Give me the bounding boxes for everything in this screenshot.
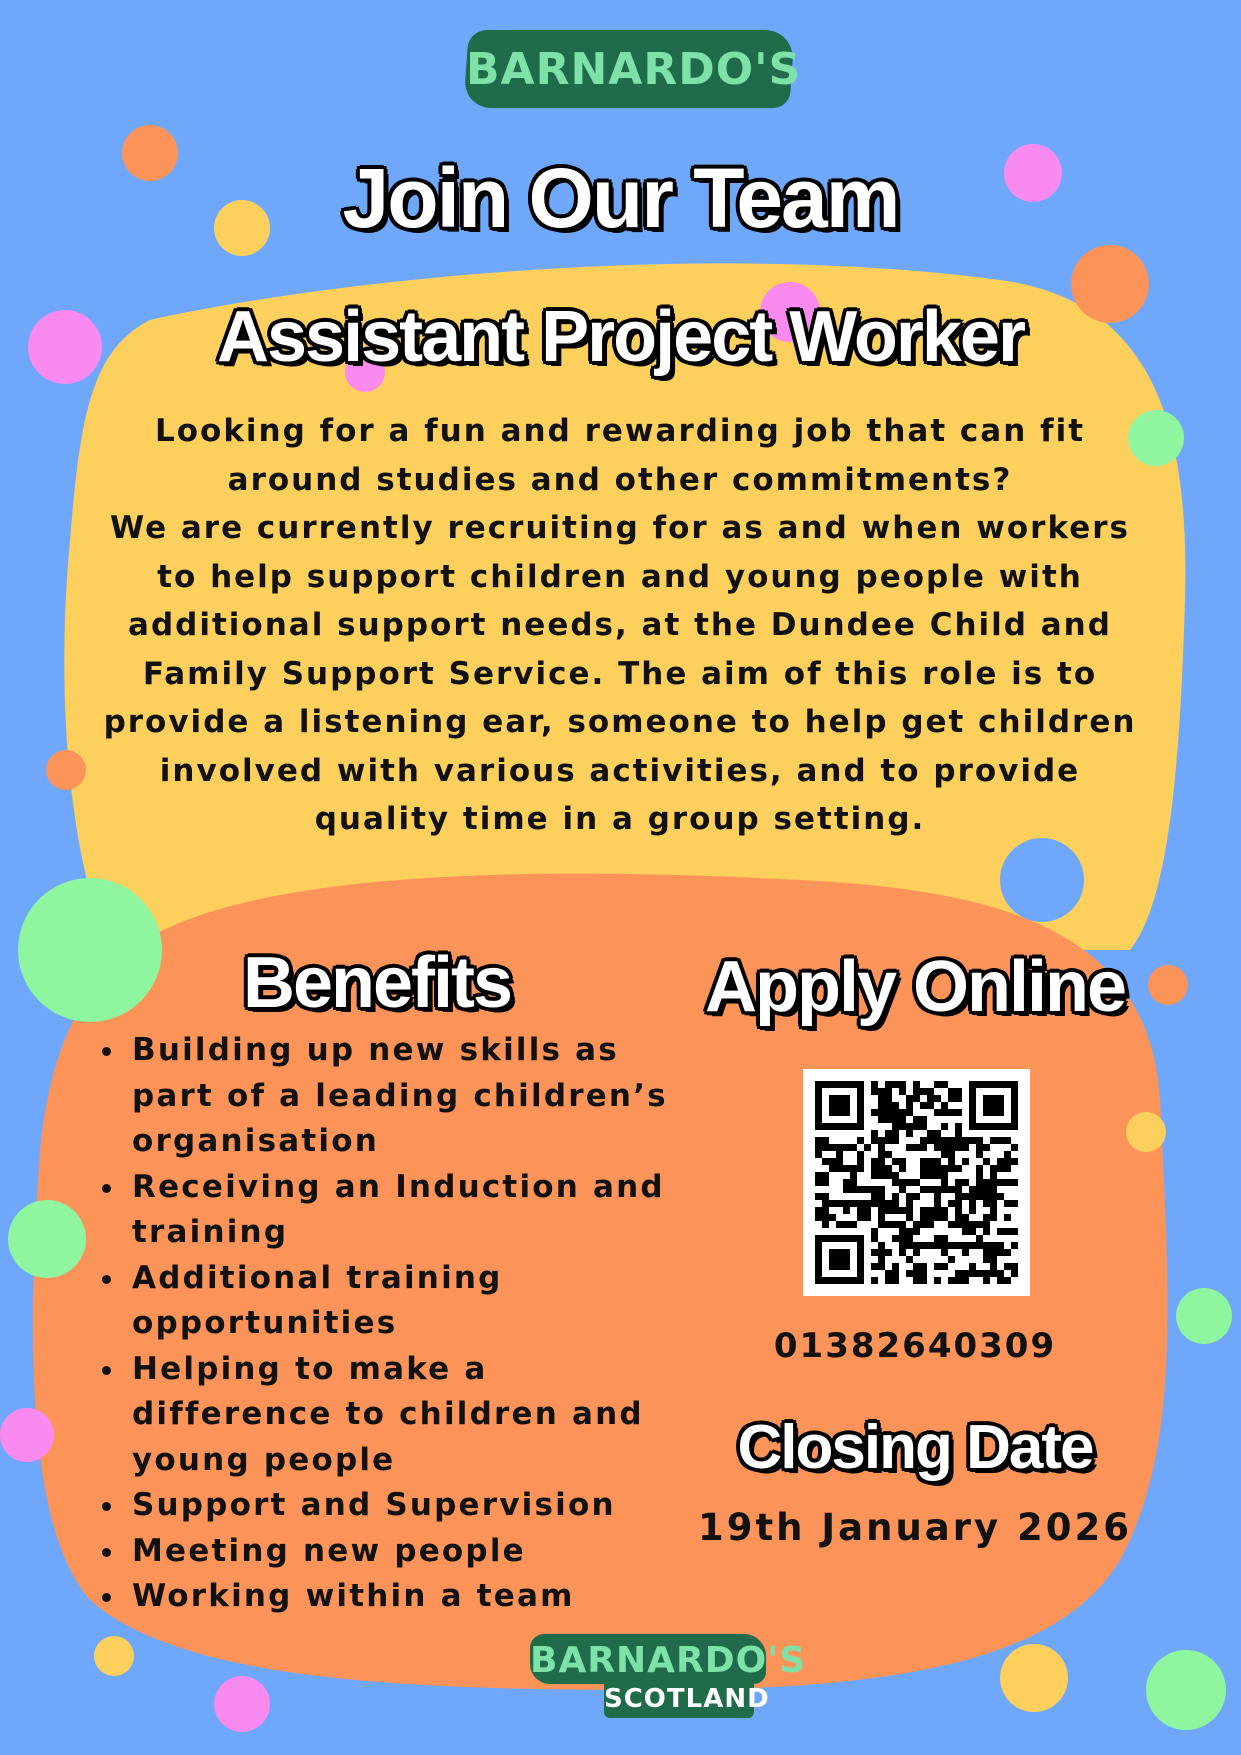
- logo-text: BARNARDO'S: [466, 44, 802, 95]
- list-item: Helping to make a difference to children and young people: [132, 1347, 692, 1484]
- list-item: Building up new skills as part of a leading children’s organisation: [132, 1028, 692, 1165]
- list-item: Working within a team: [132, 1574, 692, 1620]
- closing-date-heading: Closing Date: [737, 1413, 1093, 1482]
- intro-line: around studies and other commitments?: [227, 461, 1013, 498]
- intro-line: We are currently recruiting for as and when workers: [109, 510, 1131, 546]
- apply-heading: Apply Online: [704, 947, 1126, 1027]
- decorative-dot: [18, 878, 162, 1022]
- intro-line: quality time in a group setting.: [314, 801, 926, 837]
- decorative-dot: [214, 1676, 270, 1732]
- barnardos-logo-top: [466, 30, 802, 108]
- intro-line: Family Support Service. The aim of this role is to: [142, 655, 1098, 692]
- decorative-dot: [1176, 1288, 1232, 1344]
- decorative-dot: [8, 1200, 86, 1278]
- phone-number: 01382640309: [773, 1326, 1057, 1366]
- decorative-dot: [1000, 1644, 1068, 1712]
- decorative-dot: [0, 1408, 54, 1462]
- barnardos-scotland-logo: [530, 1630, 807, 1722]
- intro-line: additional support needs, at the Dundee Child and: [128, 607, 1112, 643]
- closing-date: 19th January 2026: [697, 1506, 1132, 1549]
- decorative-dot: [1146, 1650, 1226, 1730]
- benefits-list: [88, 1028, 732, 1620]
- list-item: Additional training opportunities: [132, 1256, 552, 1347]
- list-item: Meeting new people: [132, 1529, 692, 1575]
- qr-code[interactable]: [803, 1069, 1030, 1296]
- intro-line: provide a listening ear, someone to help get children: [103, 704, 1137, 740]
- page-title: Join Our Team: [342, 151, 899, 245]
- decorative-dot: [1148, 965, 1188, 1005]
- intro-line: Looking for a fun and rewarding job that can fit: [154, 413, 1086, 449]
- benefits-heading: Benefits: [242, 943, 512, 1023]
- decorative-dot: [1000, 838, 1084, 922]
- job-title: Assistant Project Worker: [217, 297, 1024, 377]
- decorative-dot: [94, 1636, 134, 1676]
- intro-paragraph: [60, 407, 1180, 844]
- logo-subtext: SCOTLAND: [604, 1684, 770, 1714]
- intro-line: to help support children and young people with: [157, 558, 1083, 595]
- decorative-dot: [1126, 1112, 1166, 1152]
- qr-code-icon: [803, 1069, 1030, 1296]
- intro-line: involved with various activities, and to provide: [159, 752, 1081, 789]
- list-item: Support and Supervision: [132, 1483, 692, 1529]
- list-item: Receiving an Induction and training: [132, 1165, 692, 1256]
- logo-text: BARNARDO'S: [530, 1640, 807, 1681]
